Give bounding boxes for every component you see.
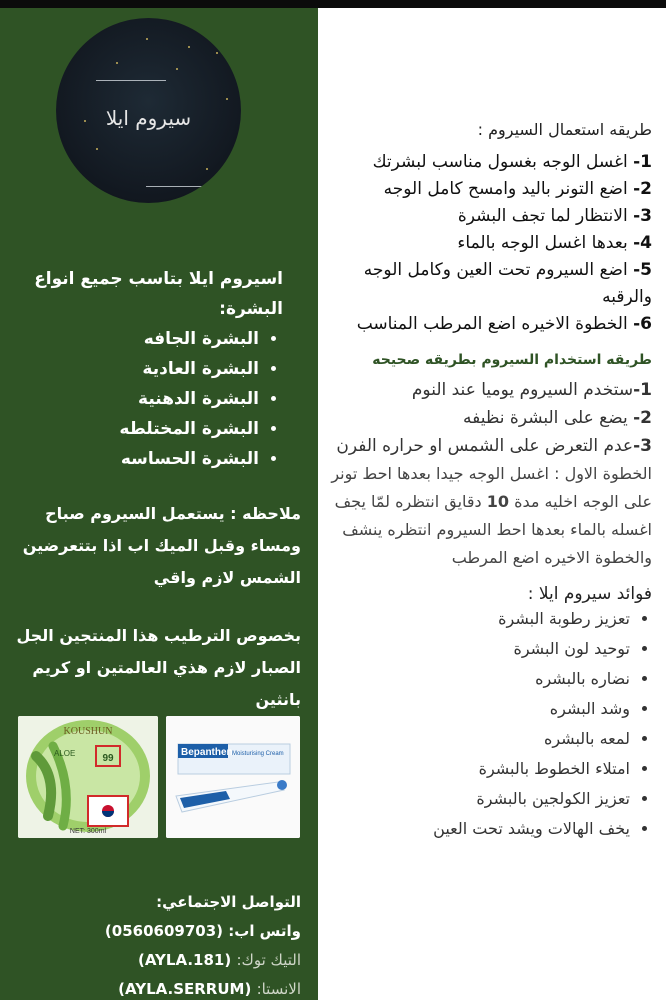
right-panel [318, 8, 666, 1000]
step-text: الانتظار لما تجف البشرة [457, 206, 634, 226]
step-number: 3- [633, 206, 652, 226]
usage-step [322, 257, 652, 311]
step-number: 2- [633, 408, 652, 428]
social-section [1, 888, 301, 1004]
benefit-item: • نضاره بالبشره [322, 664, 630, 694]
step-text: اضع التونر باليد وامسح كامل الوجه [383, 179, 634, 199]
correct-step [322, 404, 652, 432]
step-text: عدم التعرض على الشمس او حراره الفرن [336, 436, 634, 456]
instagram-label: الانستا: [256, 980, 301, 998]
aloe-net-text: NET: 300ml [69, 828, 107, 835]
skin-type-item: • البشرة المختلطه [3, 414, 259, 444]
bepanthen-product-image [166, 716, 300, 838]
skin-type-item: • البشرة العادية [3, 354, 259, 384]
step-text: ستخدم السيروم يوميا عند النوم [411, 380, 634, 400]
benefits-title: فوائد سيروم ايلا : [527, 584, 652, 604]
correct-usage-title: طريقه استخدام السيروم بطريقه صحيحه [372, 352, 652, 368]
logo-circle [56, 18, 241, 203]
cream-sub-text: Moisturising Cream [232, 751, 284, 757]
whatsapp-value: (0560609703) [104, 922, 224, 940]
step-text: اضع السيروم تحت العين وكامل الوجه والرقبه [363, 260, 652, 307]
top-bar [0, 0, 666, 8]
step-number: 1- [633, 152, 652, 172]
step-number: 6- [633, 314, 652, 334]
usage-steps [322, 149, 652, 338]
tiktok-label: التيك توك: [236, 951, 301, 969]
skin-type-item: • البشرة الجافه [3, 324, 259, 354]
first-step-paragraph [322, 460, 652, 572]
aloe-sub-text: ALOE [54, 749, 76, 758]
step-number: 4- [633, 233, 652, 253]
benefit-item: • لمعه بالبشره [322, 724, 630, 754]
benefit-item: • امتلاء الخطوط بالبشرة [322, 754, 630, 784]
moisturizer-text: بخصوص الترطيب هذا المنتجين الجل الصبار لازم هذي العالمتين او كريم بانثين [16, 626, 301, 709]
instagram-value: (AYLA.SERRUM) [118, 980, 252, 998]
minutes-number: 10 [486, 492, 510, 511]
benefit-item: • يخف الهالات ويشد تحت العين [322, 814, 630, 844]
logo-title: سيروم ايلا [105, 106, 192, 130]
skin-type-item: • البشرة الحساسه [3, 444, 259, 474]
skin-type-item: • البشرة الدهنية [3, 384, 259, 414]
benefit-item: • توحيد لون البشرة [322, 634, 630, 664]
step-text: بعدها اغسل الوجه بالماء [457, 233, 634, 253]
skin-types-intro: اسيروم ايلا بتاسب جميع انواع البشرة: [34, 269, 283, 319]
usage-title: طريقه استعمال السيروم : [477, 120, 652, 139]
correct-step [322, 376, 652, 404]
correct-step [322, 432, 652, 460]
step-number: 1- [633, 380, 652, 400]
skin-types-section [3, 264, 283, 474]
aloe-brand-text: KOUSHUN [63, 726, 113, 737]
usage-step [322, 311, 652, 338]
benefit-item: • تعزيز الكولجين بالبشرة [322, 784, 630, 814]
paragraph-part-a: الخطوة الاول : اغسل الوجه جيدا بعدها احط تونر على الوجه اخليه مدة [331, 464, 652, 511]
whatsapp-row [1, 917, 301, 946]
note-text: ملاحظه : يستعمل السيروم صباح ومساء وقبل الميك اب اذا بتتعرضين الشمس لازم واقي [22, 504, 301, 587]
benefits-list [322, 604, 652, 844]
step-number: 3- [633, 436, 652, 456]
whatsapp-label: واتس اب: [228, 922, 301, 940]
social-title: التواصل الاجتماعي: [156, 893, 301, 911]
step-text: الخطوة الاخيره اضع المرطب المناسب [356, 314, 634, 334]
benefit-item: • وشد البشره [322, 694, 630, 724]
aloe-percent-text: 99 [102, 753, 114, 764]
step-number: 2- [633, 179, 652, 199]
aloe-gel-product-image [18, 716, 158, 838]
usage-step [322, 149, 652, 176]
usage-step [322, 176, 652, 203]
paragraph-part-b: دقايق انتظره لمّا يجف اغسله بالماء بعدها احط السيروم انتظره ينشف والخطوة الاخيره اضع المرطب [334, 492, 652, 567]
tiktok-row [1, 946, 301, 975]
instructions-section [322, 120, 652, 844]
benefit-item: • تعزيز رطوبة البشرة [322, 604, 630, 634]
step-number: 5- [633, 260, 652, 280]
usage-step [322, 203, 652, 230]
step-text: يضع على البشرة نظيفه [463, 408, 634, 428]
step-text: اغسل الوجه بغسول مناسب لبشرتك [372, 152, 634, 172]
correct-usage-steps [322, 376, 652, 460]
left-panel [0, 8, 318, 1000]
tiktok-value: (AYLA.181) [138, 951, 232, 969]
cream-brand-text: Bepanthen [181, 747, 233, 758]
usage-step [322, 230, 652, 257]
